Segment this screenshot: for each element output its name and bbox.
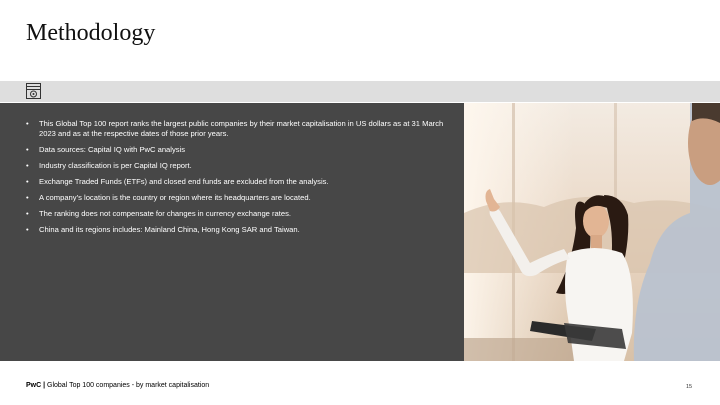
page-title: Methodology: [26, 20, 156, 46]
page-number: 15: [686, 384, 693, 390]
bullet-dot: •: [26, 119, 29, 128]
section-band: [0, 81, 720, 102]
bullet-list: [26, 119, 446, 241]
bullet-text: China and its regions includes: Mainland China, Hong Kong SAR and Taiwan.: [39, 224, 300, 234]
bullet-item: [26, 145, 446, 155]
report-icon: [26, 83, 41, 99]
photo-illustration: [464, 103, 720, 361]
bullet-text: The ranking does not compensate for changes in currency exchange rates.: [39, 208, 292, 218]
footer-text: Global Top 100 companies - by market capitalisation: [45, 382, 210, 389]
bullet-dot: •: [26, 224, 29, 234]
presentation-photo: [464, 103, 720, 361]
bullet-dot: •: [26, 208, 29, 218]
bullet-text: Data sources: Capital IQ with PwC analysis: [39, 145, 186, 155]
bullet-dot: •: [26, 145, 29, 155]
bullet-item: [26, 225, 446, 235]
bullet-item: [26, 209, 446, 219]
bullet-text: Industry classification is per Capital IQ report.: [39, 161, 192, 171]
content-panel: [0, 103, 464, 361]
bullet-dot: •: [26, 193, 29, 203]
bullet-dot: •: [26, 161, 29, 171]
bullet-item: [26, 177, 446, 187]
bullet-item: [26, 119, 446, 140]
footer-brand: PwC |: [26, 382, 46, 389]
bullet-dot: •: [26, 177, 29, 187]
bullet-item: [26, 161, 446, 171]
bullet-text: Exchange Traded Funds (ETFs) and closed end funds are excluded from the analysis.: [39, 177, 329, 187]
bullet-item: [26, 193, 446, 203]
footer: [26, 382, 209, 389]
bullet-text: A company’s location is the country or region where its headquarters are located.: [39, 193, 311, 203]
bullet-text: This Global Top 100 report ranks the largest public companies by their market capitalisation in US dollars as at 31 March 2023 and as at the respective dates of those prior years.: [39, 119, 444, 139]
